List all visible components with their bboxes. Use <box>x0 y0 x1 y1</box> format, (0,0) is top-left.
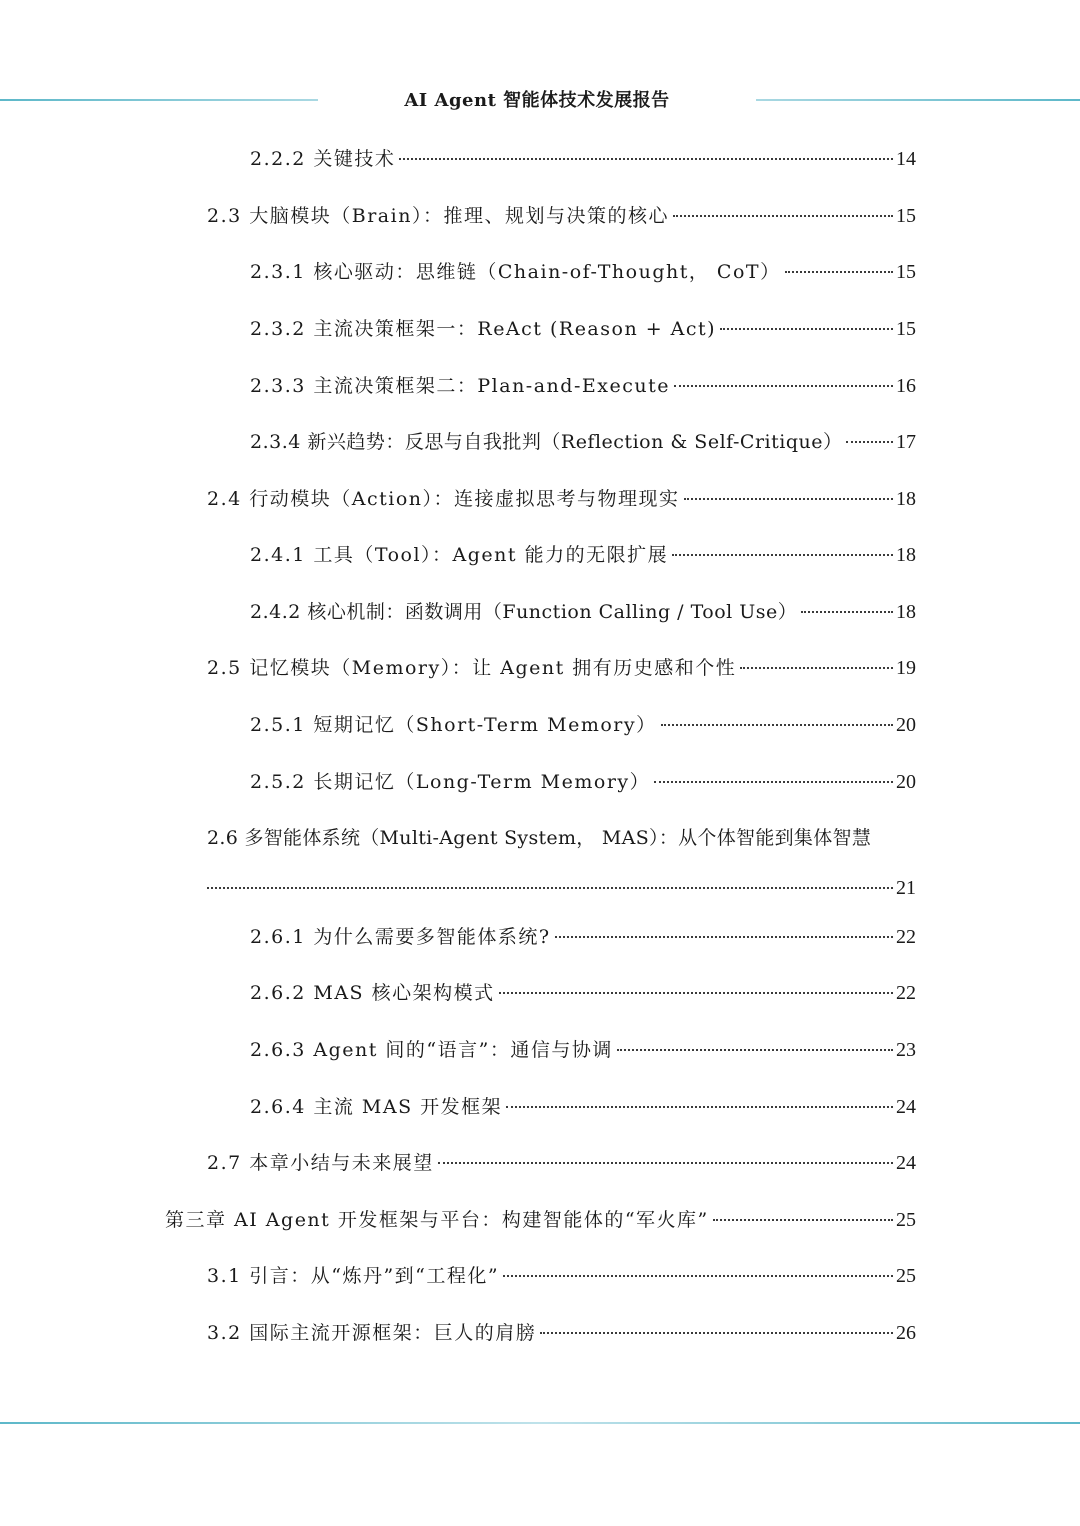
toc-leader-dots <box>674 385 893 387</box>
toc-entry[interactable] <box>207 485 916 513</box>
toc-entry-page: 26 <box>896 1322 916 1344</box>
toc-entry[interactable] <box>250 979 916 1007</box>
toc-entry-label: 第三章 AI Agent 开发框架与平台：构建智能体的“军火库” <box>165 1209 709 1231</box>
toc-entry-page: 23 <box>896 1039 916 1061</box>
toc-entry-label: 2.4.1 工具（Tool）：Agent 能力的无限扩展 <box>250 544 669 566</box>
toc-leader-dots <box>785 271 893 273</box>
toc-entry-page: 15 <box>896 261 916 283</box>
toc-entry-label: 2.3.4 新兴趋势：反思与自我批判（Reflection & Self-Critique） <box>250 431 843 453</box>
toc-leader-dots <box>673 215 893 217</box>
page-header-title: AI Agent 智能体技术发展报告 <box>404 90 670 111</box>
toc-entry[interactable] <box>250 711 916 739</box>
toc-entry-page: 20 <box>896 714 916 736</box>
toc-entry[interactable] <box>207 654 916 682</box>
toc-leader-dots <box>801 611 893 613</box>
toc-leader-dots <box>207 887 893 889</box>
toc-entry-page: 15 <box>896 205 916 227</box>
toc-entry-label: 2.6.1 为什么需要多智能体系统? <box>250 926 551 948</box>
toc-leader-dots <box>720 328 893 330</box>
toc-entry-page: 20 <box>896 771 916 793</box>
toc-entry[interactable] <box>250 541 916 569</box>
toc-entry-label: 2.6.3 Agent 间的“语言”：通信与协调 <box>250 1039 613 1061</box>
toc-leader-dots <box>684 498 893 500</box>
toc-entry-label: 2.3.2 主流决策框架一：ReAct (Reason + Act) <box>250 318 717 340</box>
toc-entry-page: 18 <box>896 544 916 566</box>
toc-leader-dots <box>503 1275 893 1277</box>
toc-entry[interactable] <box>250 1093 916 1121</box>
toc-entry-label: 2.3.3 主流决策框架二：Plan-and-Execute <box>250 375 670 397</box>
toc-entry-label: 3.1 引言：从“炼丹”到“工程化” <box>207 1265 500 1287</box>
toc-entry-multiline[interactable] <box>207 824 916 852</box>
toc-entry[interactable] <box>250 1036 916 1064</box>
toc-entry-page: 14 <box>896 148 916 170</box>
toc-entry-page: 19 <box>896 657 916 679</box>
toc-entry-page: 18 <box>896 601 916 623</box>
toc-entry[interactable] <box>207 202 916 230</box>
toc-leader-dots <box>499 992 893 994</box>
toc-entry-label: 2.7 本章小结与未来展望 <box>207 1152 434 1174</box>
toc-entry[interactable] <box>250 598 916 626</box>
toc-entry-label: 3.2 国际主流开源框架：巨人的肩膀 <box>207 1322 537 1344</box>
toc-leader-dots <box>399 158 893 160</box>
toc-leader-dots <box>506 1106 893 1108</box>
toc-entry[interactable] <box>207 1149 916 1177</box>
toc-entry[interactable] <box>250 372 916 400</box>
toc-entry-page: 24 <box>896 1096 916 1118</box>
toc-entry-label: 2.6.2 MAS 核心架构模式 <box>250 982 495 1004</box>
toc-entry-label: 2.4 行动模块（Action）：连接虚拟思考与物理现实 <box>207 488 680 510</box>
toc-entry-label: 2.6.4 主流 MAS 开发框架 <box>250 1096 503 1118</box>
toc-entry-label: 2.3.1 核心驱动：思维链（Chain-of-Thought， CoT） <box>250 261 781 283</box>
toc-leader-dots <box>617 1049 893 1051</box>
toc-entry[interactable] <box>250 145 916 173</box>
toc-entry[interactable] <box>250 923 916 951</box>
toc-entry-page: 25 <box>896 1265 916 1287</box>
toc-leader-dots <box>672 554 893 556</box>
toc-entry-page: 22 <box>896 982 916 1004</box>
toc-entry-label: 2.6 多智能体系统（Multi-Agent System， MAS）：从个体智能到集体智慧 <box>207 827 872 849</box>
toc-entry[interactable] <box>250 258 916 286</box>
toc-entry-page: 17 <box>896 431 916 453</box>
toc-entry-page: 22 <box>896 926 916 948</box>
toc-entry-page: 16 <box>896 375 916 397</box>
toc-leader-dots <box>555 936 893 938</box>
toc-leader-dots <box>713 1219 893 1221</box>
toc-entry[interactable] <box>250 315 916 343</box>
toc-entry-page: 25 <box>896 1209 916 1231</box>
toc-entry-label: 2.2.2 关键技术 <box>250 148 396 170</box>
toc-leader-dots <box>846 441 893 443</box>
toc-entry-continuation[interactable] <box>207 874 916 902</box>
toc-entry-page: 15 <box>896 318 916 340</box>
toc-entry-label: 2.4.2 核心机制：函数调用（Function Calling / Tool Use） <box>250 601 798 623</box>
toc-entry[interactable] <box>250 768 916 796</box>
toc-entry-label: 2.5.1 短期记忆（Short-Term Memory） <box>250 714 657 736</box>
toc-entry[interactable] <box>207 1262 916 1290</box>
toc-leader-dots <box>654 781 893 783</box>
toc-entry-label: 2.5 记忆模块（Memory）：让 Agent 拥有历史感和个性 <box>207 657 737 679</box>
toc-leader-dots <box>661 724 893 726</box>
toc-entry-label: 2.3 大脑模块（Brain）：推理、规划与决策的核心 <box>207 205 669 227</box>
toc-leader-dots <box>740 667 893 669</box>
toc-leader-dots <box>540 1332 893 1334</box>
toc-entry[interactable] <box>250 428 916 456</box>
footer-rule <box>0 1422 1080 1424</box>
toc-entry-page: 18 <box>896 488 916 510</box>
toc-entry-page: 21 <box>896 877 916 899</box>
toc-leader-dots <box>438 1162 893 1164</box>
toc-entry-page: 24 <box>896 1152 916 1174</box>
toc-entry[interactable] <box>207 1319 916 1347</box>
toc-entry-label: 2.5.2 长期记忆（Long-Term Memory） <box>250 771 651 793</box>
toc-chapter-entry[interactable] <box>165 1206 916 1234</box>
